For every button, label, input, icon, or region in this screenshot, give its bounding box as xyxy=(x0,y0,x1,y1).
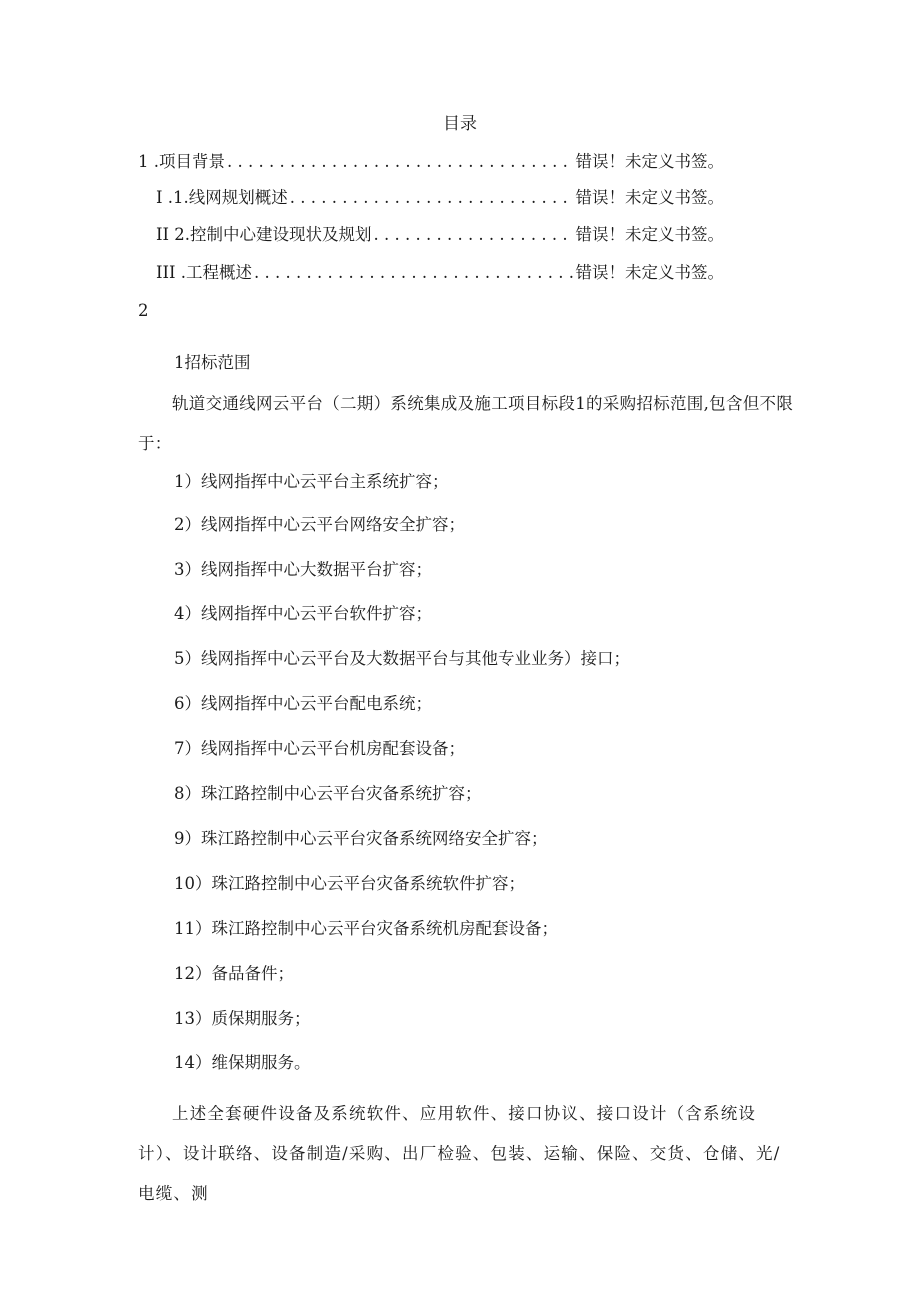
toc-entry[interactable] xyxy=(156,265,724,282)
list-item: 8）珠江路控制中心云平台灾备系统扩容； xyxy=(174,784,482,803)
list-item: 1）线网指挥中心云平台主系统扩容； xyxy=(174,472,449,491)
toc-entry-ref: 错误！未定义书签。 xyxy=(575,225,724,244)
toc-entry-ref: 错误！未定义书签。 xyxy=(575,152,724,171)
toc-entry[interactable] xyxy=(156,190,724,207)
toc-entry-label: II 2.控制中心建设现状及规划 xyxy=(156,225,372,244)
list-item: 3）线网指挥中心大数据平台扩容； xyxy=(174,560,432,579)
list-item: 5）线网指挥中心云平台及大数据平台与其他专业业务）接口； xyxy=(174,649,630,668)
toc-entry-label: I .1.线网规划概述 xyxy=(156,188,288,207)
toc-trailing-number: 2 xyxy=(138,301,149,320)
list-item: 7）线网指挥中心云平台机房配套设备； xyxy=(174,739,465,758)
list-item: 14）维保期服务。 xyxy=(174,1053,311,1072)
toc-leader-dots xyxy=(290,190,574,207)
list-item: 2）线网指挥中心云平台网络安全扩容； xyxy=(174,515,465,534)
list-item: 10）珠江路控制中心云平台灾备系统软件扩容； xyxy=(174,874,525,893)
toc-entry-ref: 错误！未定义书签。 xyxy=(575,263,724,282)
list-item: 12）备品备件； xyxy=(174,964,294,983)
list-item: 6）线网指挥中心云平台配电系统； xyxy=(174,694,432,713)
toc-entry[interactable] xyxy=(138,154,724,171)
list-item: 13）质保期服务； xyxy=(174,1009,311,1028)
toc-title: 目录 xyxy=(443,114,477,134)
toc-entry[interactable] xyxy=(156,227,724,244)
intro-paragraph: 轨道交通线网云平台（二期）系统集成及施工项目标段1的采购招标范围,包含但不限于： xyxy=(138,394,794,453)
toc-entry-label: 1 .项目背景 xyxy=(138,152,225,171)
list-item: 11）珠江路控制中心云平台灾备系统机房配套设备； xyxy=(174,919,558,938)
toc-leader-dots xyxy=(254,265,573,282)
toc-leader-dots xyxy=(374,227,574,244)
section-heading: 1招标范围 xyxy=(174,353,251,372)
toc-leader-dots xyxy=(227,154,574,171)
list-item: 9）珠江路控制中心云平台灾备系统网络安全扩容； xyxy=(174,829,548,848)
toc-entry-label: III .工程概述 xyxy=(156,263,253,282)
toc-entry-ref: 错误！未定义书签。 xyxy=(575,188,724,207)
closing-paragraph: 上述全套硬件设备及系统软件、应用软件、接口协议、接口设计（含系统设计）、设计联络、设备制造/采购、出厂检验、包装、运输、保险、交货、仓储、光/电缆、测 xyxy=(138,1104,781,1203)
list-item: 4）线网指挥中心云平台软件扩容； xyxy=(174,604,432,623)
